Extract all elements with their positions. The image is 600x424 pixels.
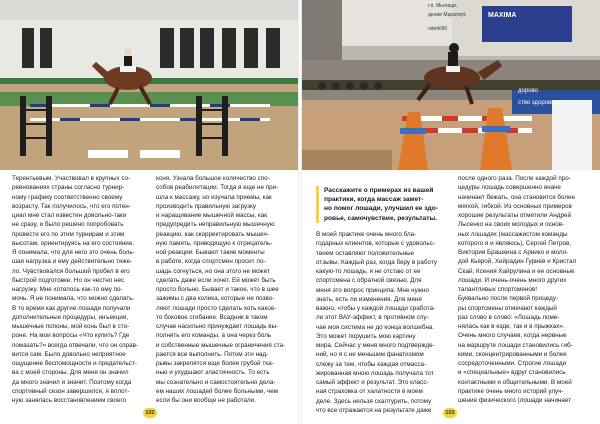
text-line: шадь согнуться, но она этого не может [156,267,270,275]
text-line: что все отражается на результате даже [316,406,432,414]
text-line: реакцию, как скорректировать мышеч- [156,230,269,238]
text-line: ли этот ВАУ-эффект, в противном слу- [316,314,429,322]
text-line: дополнительные процедуры, инъекции, [12,313,129,321]
text-line: Скай, Ксения Хайрулина и ее основные [458,267,575,275]
text-line: практике очень много историй улуч- [458,387,564,395]
text-line: ло. Чувствовался большой пробел в его [12,267,130,275]
text-line: высотам, ориентируясь на его состояние. [12,239,135,247]
text-line: слежу за тем, чтобы каждая отмасса- [316,360,427,368]
text-line: Терентьевым. Участвовал в крупных со- [12,175,131,182]
quote-line: ровье, самочувствие, результаты. [324,214,437,222]
text-line: контактными и общительными. В моей [458,378,572,386]
banner-maxima: MAXIMA [488,12,517,19]
text-line: Буквально после первой процеду- [458,295,559,303]
text-line: ных лошадях (массажистом команды [458,230,568,238]
text-line: рается все выполнить. Потом эти над- [156,350,269,358]
text-line: не сразу, и было решено попробовать [12,221,124,229]
banner-line-1: г.п. Мытищи, [428,3,458,9]
banner-line-5: ство здоровым [518,100,560,106]
left-page-column-1 [12,174,146,405]
text-line: циал мне стал известен довольно-таки [12,212,127,219]
text-line: спортсмена с обратной связью. Для [316,277,422,285]
text-line: Виктория Брашкина с Арнико и моло- [458,249,569,256]
text-line: нью и ухудшают эластичность. То есть [156,369,270,377]
text-line: важно, чтобы у каждой лошади сработа- [316,305,436,312]
text-line: которого я и являюсь), Сергей Петров, [458,239,572,247]
text-line: мочь. Я не понимала, что можно сделать. [12,295,135,303]
text-line: ную память, приводящую к отрицатель- [156,239,273,247]
text-line: жированная мною лошадь получала тот [316,369,434,377]
left-page-column-2 [156,174,292,405]
text-line: коня. Узнала большое количество спо- [156,175,270,182]
text-line: нагрузку. Мне хотелось как-то ему по- [12,286,123,293]
text-line: собов реабилитации. Тогда я еще не при- [156,184,279,192]
text-line: рывы закрепятся еще более грубой тка- [156,360,274,367]
text-line: Я понимала, что для него это очень боль- [12,249,135,256]
horse-jump-photo-icon [302,0,600,170]
text-line: предупредить неправильную мышечную [156,221,275,229]
text-line: ем наших лошадей более больными, чем [156,387,279,395]
text-line: в работе, когда спортсмен просит ло- [156,258,266,266]
page-number-right: 103 [443,408,457,418]
left-photo-show-jumping [0,0,298,170]
text-line: ляют лошади просто сделать хоть какое- [156,304,277,312]
text-line: спортивный сезон завершился, я вплот- [12,387,130,395]
text-line: нялась как в езде, так и в прыжках». [458,323,565,330]
text-line: ная страховка от халатности в моем [316,388,423,396]
text-line: В моей практике очень много бла- [316,231,417,238]
text-line: дой Кьярой, Хейрадин Гуриев и Кристал [458,258,577,266]
text-line: провести его по этим турнирам и этим [12,230,125,238]
quote-line: практики, когда массаж замет- [324,196,424,204]
text-line: помазать?» всегда отвечали, что он справ- [12,341,139,349]
text-line: деле. Здесь нельзя схалтурить, потому [316,397,432,405]
text-line: шая нагрузка и ему действительно тяже- [12,258,133,266]
text-line: ную занялась восстановлением своего [12,397,127,404]
text-line: и «специальные» вдруг становились [458,369,566,377]
banner-line-3: oderki50 [428,26,448,32]
text-line: цедуры лошадь совершенно иначе [458,184,561,192]
text-line: какую-то лошадь, я не отстаю от ее [316,268,421,275]
text-line: быстрой подготовке. Но он честно нес [12,276,125,284]
text-line: мы сознательно и самостоятельно дела- [156,378,276,386]
text-line: после одного раза. После каждой про- [458,175,571,182]
text-line: ной реакции. Бывают такие моменты [156,249,265,256]
show-jumping-horse-photo-icon [0,0,298,170]
text-line: В то время как другие лошади получали [12,304,131,312]
right-page-column-1 [316,230,448,415]
text-line: талантливых спортсменов! [458,286,537,293]
text-line: на маршруте лошади становились гиб- [458,341,573,349]
page-number-left: 102 [143,408,157,418]
text-line: кими, сконцентрированными и более [458,350,567,358]
text-line: меня это вопрос принципа. Мне нужно [316,286,429,294]
interview-question-pullquote [316,186,452,223]
text-line: отзывы. Каждый раз, когда беру в работу [316,258,438,266]
text-line: вится сам. Было довольно неприятное [12,350,126,358]
text-line: роне. На мои вопросы «Что купить? Где [12,332,130,340]
text-line: годарных клиентов, которые с удовольс- [316,240,435,248]
text-line: мышечные попоны, мой конь был в сто- [12,323,130,330]
right-page-column-2 [458,174,592,405]
text-line: дa много значил и значит. Поэтому когда [12,378,132,386]
text-line: хорошие результаты отметили Андрей [458,212,571,219]
text-line: твием оставляют положительные [316,249,415,257]
text-line: лошади. И очень-очень много других [458,276,567,284]
text-line: чае моя система не до конца волшебна. [316,323,435,331]
text-line: то боковое сгибание. Всадник в таком [156,313,268,321]
text-line: начинает бежать, она становится более [458,193,576,201]
text-line: и собственные мышечные ограничения ста- [156,341,286,349]
banner-line-2: дение Маратерт, [428,12,467,18]
text-line: если бы они вообще не работали. [156,397,256,404]
text-line: ощущение беспомощности и предательст- [12,360,137,367]
text-line: ревнованиях страны согласно турнир- [12,184,125,192]
text-line: самый эффект и результат. Это класс- [316,379,429,386]
text-line: раз слово в слово: «Лошадь поме- [458,313,560,321]
text-line: мягкой, гибкой. Из основных примеров [458,202,572,210]
text-line: сосредоточенными. Строгие лошади [458,360,567,367]
text-line: производить правильную загрузку [156,202,257,210]
text-line: ному графику соответственно своему [12,193,123,201]
text-line: Лысенко на своих молодых и основ- [458,221,565,229]
banner-line-4: дорово [518,88,538,94]
text-line: зажимы с два колика, которые не позво- [156,295,275,303]
text-line: и наращивание мышечной массы, как [156,212,268,219]
text-line: шла к массажу, но изучала приемы, как [156,193,272,201]
text-line: ва с моей стороны. Для меня он значил [12,369,129,377]
quote-line: но помог лошади, улучшил ее здо- [324,205,438,213]
text-line: знать, есть ли изменения. Для меня [316,295,422,303]
text-line: ний, но я с не меньшим фанатизмом [316,351,424,359]
quote-line: Расскажите о примерах из вашей [324,187,434,194]
text-line: сделать даже если хочет. Ей может быть [156,276,276,284]
text-line: Очень много случаев, когда нервные [458,332,567,340]
text-line: случае насильно принуждает лошадь вы- [156,323,279,330]
text-line: полнять его команды, а она через боль [156,332,272,340]
text-line: мира. Сейчас у меня много подтвержде- [316,342,435,349]
text-line: ры спортсмены отмечают каждый [458,304,557,312]
right-photo-jump-over-fence [302,0,600,170]
text-line: возрасту. Так получилось, что его потен- [12,202,131,210]
text-line: шения физического (лошади начинает [458,397,572,404]
text-line: просто больно. Бывает и такое, что в шее [156,286,279,293]
text-line: Это может порушить мою картину [316,332,416,340]
